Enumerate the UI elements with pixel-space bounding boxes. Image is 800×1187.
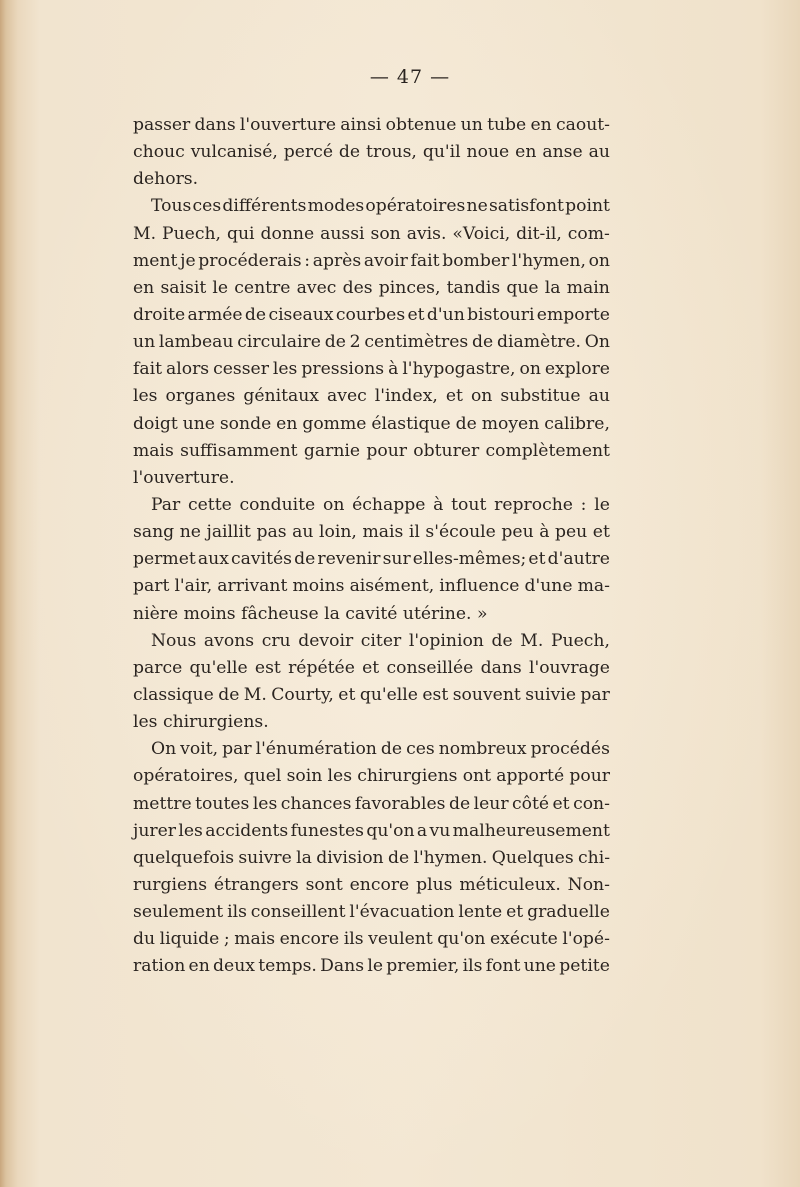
text-line: On voit, par l'énumération de ces nombreux procédés <box>151 739 610 760</box>
text-line: M. Puech, qui donne aussi son avis. «Voici, dit-il, com- <box>133 223 610 244</box>
text-line: du liquide ; mais encore ils veulent qu'on exécute l'opé- <box>133 929 610 950</box>
text-line: l'ouverture. <box>133 467 235 488</box>
text-line: chouc vulcanisé, percé de trous, qu'il noue en anse au <box>133 142 610 163</box>
text-line: sang ne jaillit pas au loin, mais il s'écoule peu à peu et <box>133 522 610 543</box>
text-line: les chirurgiens. <box>133 712 269 733</box>
text-line: ration en deux temps. Dans le premier, ils font une petite <box>133 956 610 977</box>
text-line: Nous avons cru devoir citer l'opinion de M. Puech, <box>151 630 610 651</box>
text-line: rurgiens étrangers sont encore plus méticuleux. Non- <box>133 874 610 895</box>
text-line: opératoires, quel soin les chirurgiens ont apporté pour <box>133 766 610 787</box>
page-number: — 47 — <box>369 66 451 88</box>
text-line: les organes génitaux avec l'index, et on substitue au <box>133 386 610 407</box>
text-line: droite armée de ciseaux courbes et d'un bistouri emporte <box>133 304 610 325</box>
body-text <box>133 112 610 981</box>
text-line: parce qu'elle est répétée et conseillée dans l'ouvrage <box>133 657 610 678</box>
text-line: dehors. <box>133 169 199 190</box>
text-line: mais suffisamment garnie pour obturer complètement <box>133 440 610 461</box>
text-line: permet aux cavités de revenir sur elles-mêmes; et d'autre <box>133 549 610 570</box>
text-line: fait alors cesser les pressions à l'hypogastre, on explore <box>133 359 610 380</box>
text-line: Tous ces différents modes opératoires ne satisfont point <box>151 196 610 217</box>
text-line: Par cette conduite on échappe à tout reproche : le <box>151 494 610 515</box>
text-line: en saisit le centre avec des pinces, tandis que la main <box>133 277 610 298</box>
text-line: mettre toutes les chances favorables de leur côté et con- <box>133 793 610 814</box>
text-line: doigt une sonde en gomme élastique de moyen calibre, <box>133 413 610 434</box>
text-line: passer dans l'ouverture ainsi obtenue un tube en caout- <box>133 115 610 135</box>
text-line: un lambeau circulaire de 2 centimètres de diamètre. On <box>133 332 610 353</box>
text-line: quelquefois suivre la division de l'hymen. Quelques chi- <box>133 847 610 868</box>
text-line: seulement ils conseillent l'évacuation lente et graduelle <box>133 902 610 923</box>
text-line: ment je procéderais : après avoir fait bomber l'hymen, on <box>133 250 610 271</box>
text-line: part l'air, arrivant moins aisément, influence d'une ma- <box>133 576 610 597</box>
text-line: nière moins fâcheuse la cavité utérine. » <box>133 603 488 624</box>
text-line: jurer les accidents funestes qu'on a vu malheureusement <box>133 820 610 841</box>
text-line: classique de M. Courty, et qu'elle est souvent suivie par <box>133 684 610 705</box>
